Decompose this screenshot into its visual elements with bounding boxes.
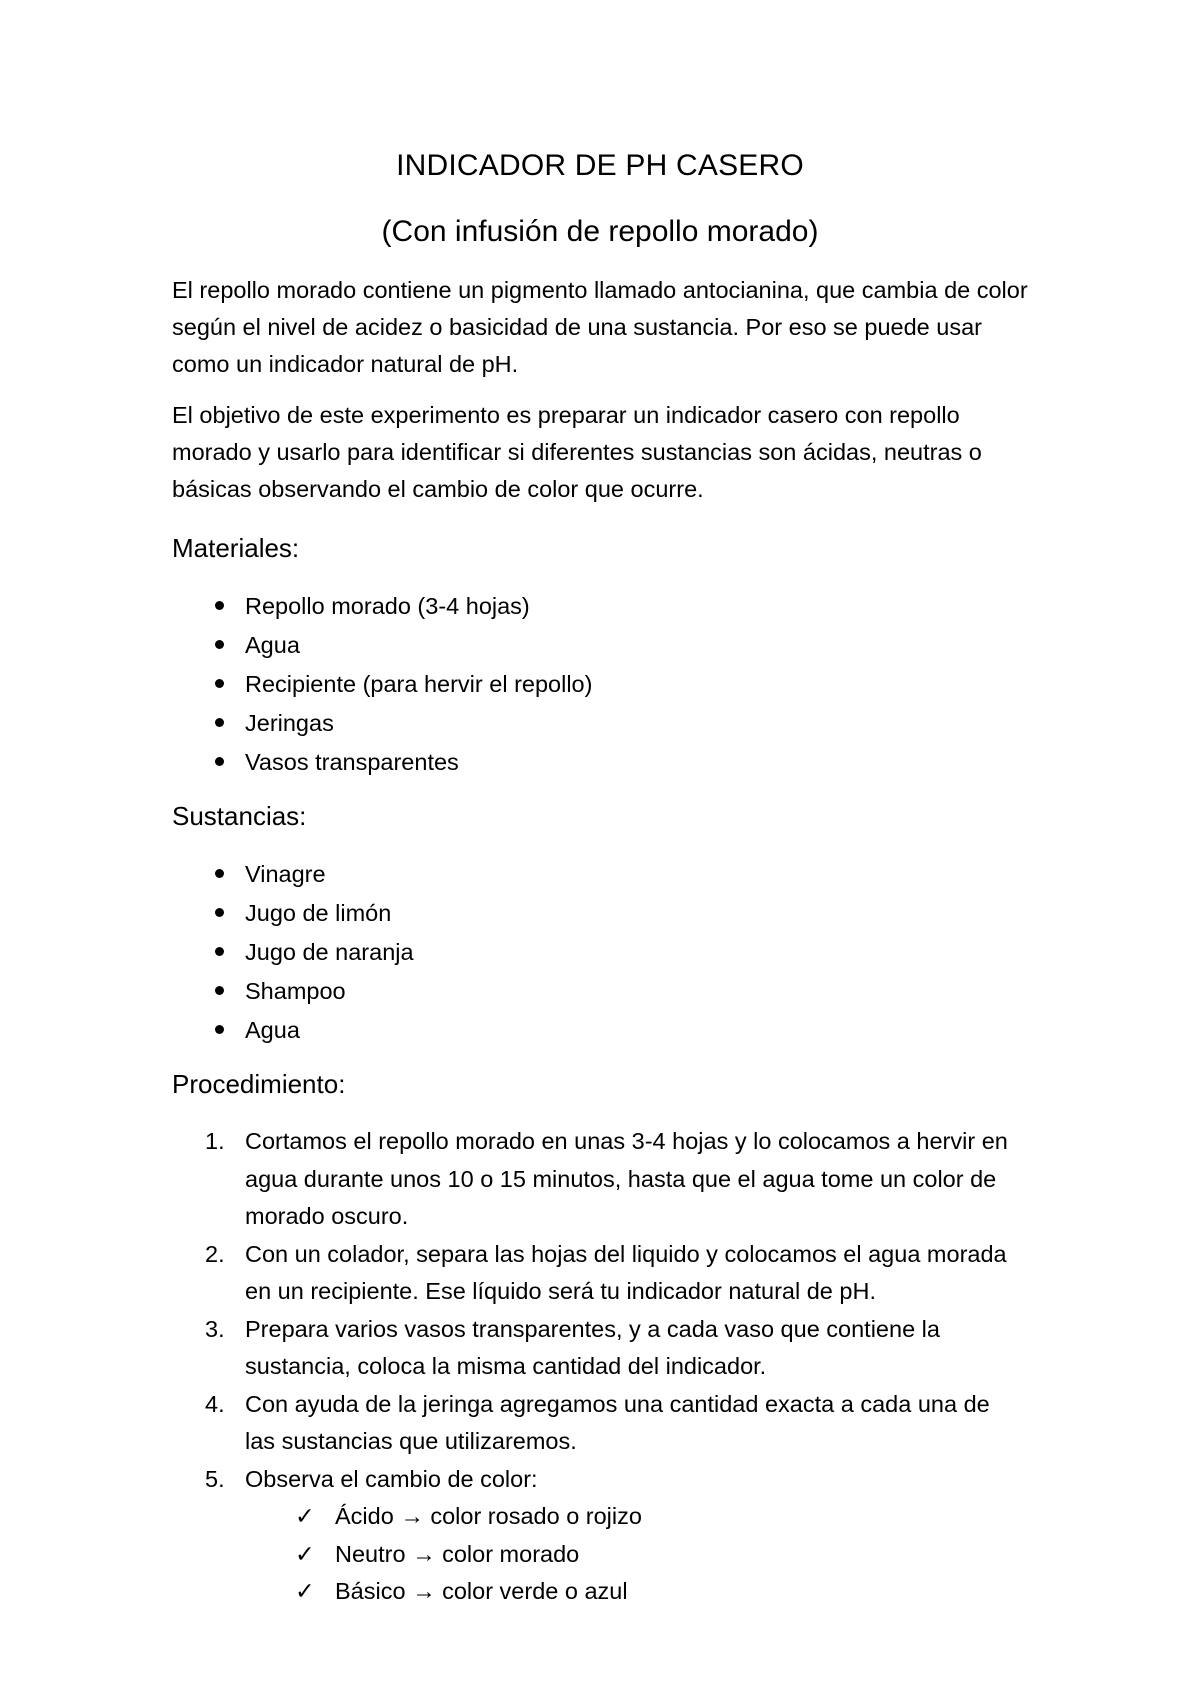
list-item-text: Jugo de naranja bbox=[245, 939, 414, 965]
step-number: 1. bbox=[205, 1128, 225, 1154]
list-item bbox=[0, 587, 1200, 626]
list-item-text: Shampoo bbox=[245, 978, 346, 1004]
list-item-text: Vinagre bbox=[245, 861, 326, 887]
checkmark-icon: ✓ bbox=[295, 1540, 315, 1567]
step-text: Con ayuda de la jeringa agregamos una cantidad exacta a cada una de las sustancias que utilizaremos. bbox=[245, 1390, 990, 1454]
list-item-text: Vasos transparentes bbox=[245, 749, 459, 775]
bullet-icon bbox=[215, 679, 224, 688]
list-item-text: Repollo morado (3-4 hojas) bbox=[245, 593, 530, 619]
result-item bbox=[0, 1573, 1200, 1611]
result-item bbox=[0, 1498, 1200, 1536]
step-item bbox=[0, 1236, 1200, 1311]
step-item bbox=[0, 1123, 1200, 1236]
checkmark-icon: ✓ bbox=[295, 1578, 315, 1604]
list-item bbox=[0, 1011, 1200, 1050]
bullet-icon bbox=[215, 718, 224, 727]
result-item bbox=[0, 1536, 1200, 1574]
list-item-text: Agua bbox=[245, 632, 300, 658]
list-item-text: Jugo de limón bbox=[245, 900, 392, 926]
result-text: Ácido → color rosado o rojizo bbox=[335, 1503, 642, 1529]
step-item bbox=[0, 1386, 1200, 1461]
results-list bbox=[0, 1498, 1200, 1611]
step-text: Cortamos el repollo morado en unas 3-4 hojas y lo colocamos a hervir en agua durante unos 10 o 15 minutos, hasta que el agua tome un color de morado oscuro. bbox=[245, 1128, 1008, 1229]
bullet-icon bbox=[215, 869, 224, 878]
step-text: Prepara varios vasos transparentes, y a cada vaso que contiene la sustancia, coloca la misma cantidad del indicador. bbox=[245, 1315, 940, 1379]
procedimiento-list bbox=[0, 1123, 1200, 1611]
bullet-icon bbox=[215, 640, 224, 649]
result-text: Básico → color verde o azul bbox=[335, 1578, 628, 1604]
step-item bbox=[0, 1461, 1200, 1611]
document-title: INDICADOR DE PH CASERO bbox=[396, 149, 804, 182]
step-number: 2. bbox=[205, 1240, 225, 1267]
procedimiento-heading: Procedimiento: bbox=[172, 1069, 346, 1099]
list-item bbox=[0, 855, 1200, 894]
checkmark-icon: ✓ bbox=[295, 1503, 315, 1529]
bullet-icon bbox=[215, 947, 224, 956]
sustancias-list bbox=[0, 855, 1200, 1050]
bullet-icon bbox=[215, 1025, 224, 1034]
step-text: Observa el cambio de color: bbox=[245, 1465, 538, 1492]
list-item bbox=[0, 704, 1200, 743]
document-subtitle: (Con infusión de repollo morado) bbox=[381, 215, 819, 248]
sustancias-heading: Sustancias: bbox=[172, 801, 307, 831]
list-item-text: Agua bbox=[245, 1017, 300, 1043]
bullet-icon bbox=[215, 986, 224, 995]
list-item bbox=[0, 972, 1200, 1011]
intro-paragraph: El repollo morado contiene un pigmento llamado antocianina, que cambia de color según el nivel de acidez o basicidad de una sustancia. Por eso se puede usar como un indicador natural de pH. bbox=[172, 277, 1028, 377]
bullet-icon bbox=[215, 601, 224, 610]
bullet-icon bbox=[215, 757, 224, 766]
step-number: 5. bbox=[205, 1465, 225, 1492]
list-item bbox=[0, 743, 1200, 782]
list-item bbox=[0, 626, 1200, 665]
objective-paragraph: El objetivo de este experimento es preparar un indicador casero con repollo morado y usarlo para identificar si diferentes sustancias son ácidas, neutras o básicas observando el cambio de color que ocurre. bbox=[172, 402, 982, 502]
list-item bbox=[0, 933, 1200, 972]
step-item bbox=[0, 1311, 1200, 1386]
list-item bbox=[0, 665, 1200, 704]
list-item bbox=[0, 894, 1200, 933]
step-number: 3. bbox=[205, 1315, 225, 1342]
materiales-heading: Materiales: bbox=[172, 533, 300, 563]
materiales-list bbox=[0, 587, 1200, 782]
list-item-text: Recipiente (para hervir el repollo) bbox=[245, 671, 593, 697]
step-text: Con un colador, separa las hojas del liquido y colocamos el agua morada en un recipiente. Ese líquido será tu indicador natural de pH. bbox=[245, 1240, 1007, 1304]
list-item-text: Jeringas bbox=[245, 710, 334, 736]
step-number: 4. bbox=[205, 1390, 225, 1417]
bullet-icon bbox=[215, 908, 224, 917]
result-text: Neutro → color morado bbox=[335, 1540, 580, 1567]
